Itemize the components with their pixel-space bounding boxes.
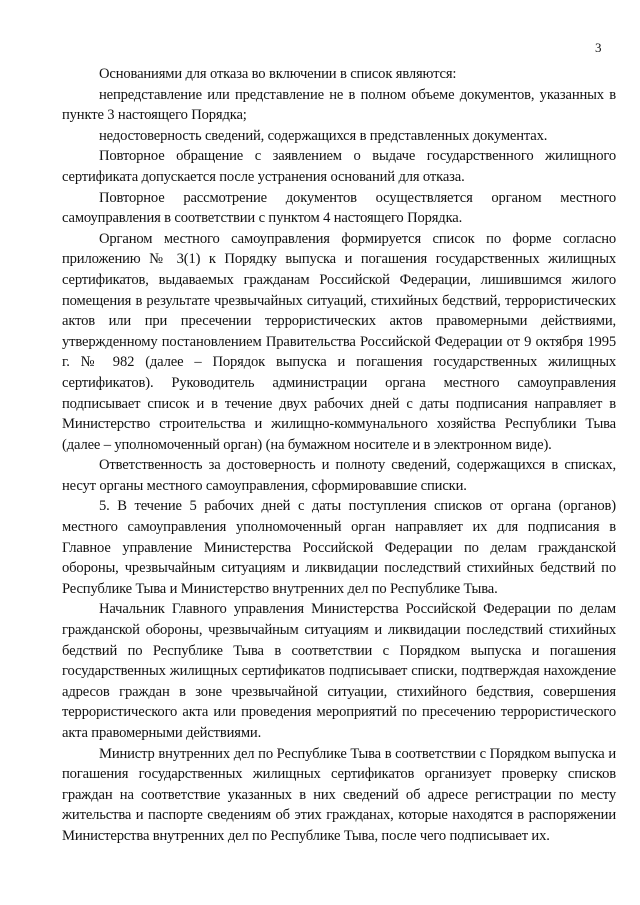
paragraph-responsibility: Ответственность за достоверность и полноту сведений, содержащихся в списках, несут органы местного самоуправления, сформировавшие списки.: [62, 457, 616, 494]
page-number: 3: [595, 40, 602, 55]
paragraph-incomplete-documents: непредставление или представление не в полном объеме документов, указанных в пункте 3 настоящего Порядка;: [62, 86, 616, 124]
paragraph-repeat-application: Повторное обращение с заявлением о выдаче государственного жилищного сертификата допускается после устранения оснований для отказа.: [62, 148, 616, 185]
paragraph-interior-minister: Министр внутренних дел по Республике Тыва в соответствии с Порядком выпуска и погашения государственных жилищных сертификатов организует проверку списков граждан на соответствие указанных в них сведений об адресе регистрации по месту жительства и паспорте сведениям об этих гражданах, которые находятся в распоряжении Министерства внутренних дел по Республике Тыва, после чего подписывает их.: [62, 745, 616, 844]
paragraph-list-formation: Органом местного самоуправления формируется список по форме согласно приложению № 3(1) к Порядку выпуска и погашения государственных жилищных сертификатов, выдаваемых гражданам Российской Федерации, лишившимся жилого помещения в результате чрезвычайных ситуаций, стихийных бедствий, террористических актов или при пресечении террористических актов правомерными действиями, утвержденному постановлением Правительства Российской Федерации от 9 октября 1995 г. № 982 (далее – Порядок выпуска и погашения государственных жилищных сертификатов). Руководитель администрации органа местного самоуправления подписывает список и в течение двух рабочих дней с даты подписания направляет в Министерство строительства и жилищно-коммунального хозяйства Республики Тыва (далее – уполномоченный орган) (на бумажном носителе и в электронном виде).: [62, 230, 616, 453]
paragraph-refusal-grounds: Основаниями для отказа во включении в список являются:: [99, 66, 457, 82]
paragraph-repeat-review: Повторное рассмотрение документов осуществляется органом местного самоуправления в соответствии с пунктом 4 настоящего Порядка.: [62, 189, 616, 227]
paragraph-emergency-head: Начальник Главного управления Министерства Российской Федерации по делам гражданской обороны, чрезвычайным ситуациям и ликвидации последствий стихийных бедствий по Республике Тыва в соответствии с Порядком выпуска и погашения государственных жилищных сертификатов подписывает списки, подтверждая нахождение адресов граждан в зоне чрезвычайной ситуации, стихийного бедствия, совершения террористического акта или проведения мероприятий по пресечению террористического акта правомерными действиями.: [62, 601, 616, 741]
document-body: [62, 64, 616, 847]
paragraph-unreliable-info: недостоверность сведений, содержащихся в представленных документах.: [99, 127, 548, 144]
paragraph-item-5: 5. В течение 5 рабочих дней с даты поступления списков от органа (органов) местного самоуправления уполномоченный орган направляет их для подписания в Главное управление Министерства Российской Федерации по делам гражданской обороны, чрезвычайным ситуациям и ликвидации последствий стихийных бедствий по Республике Тыва и Министерство внутренних дел по Республике Тыва.: [62, 498, 616, 597]
